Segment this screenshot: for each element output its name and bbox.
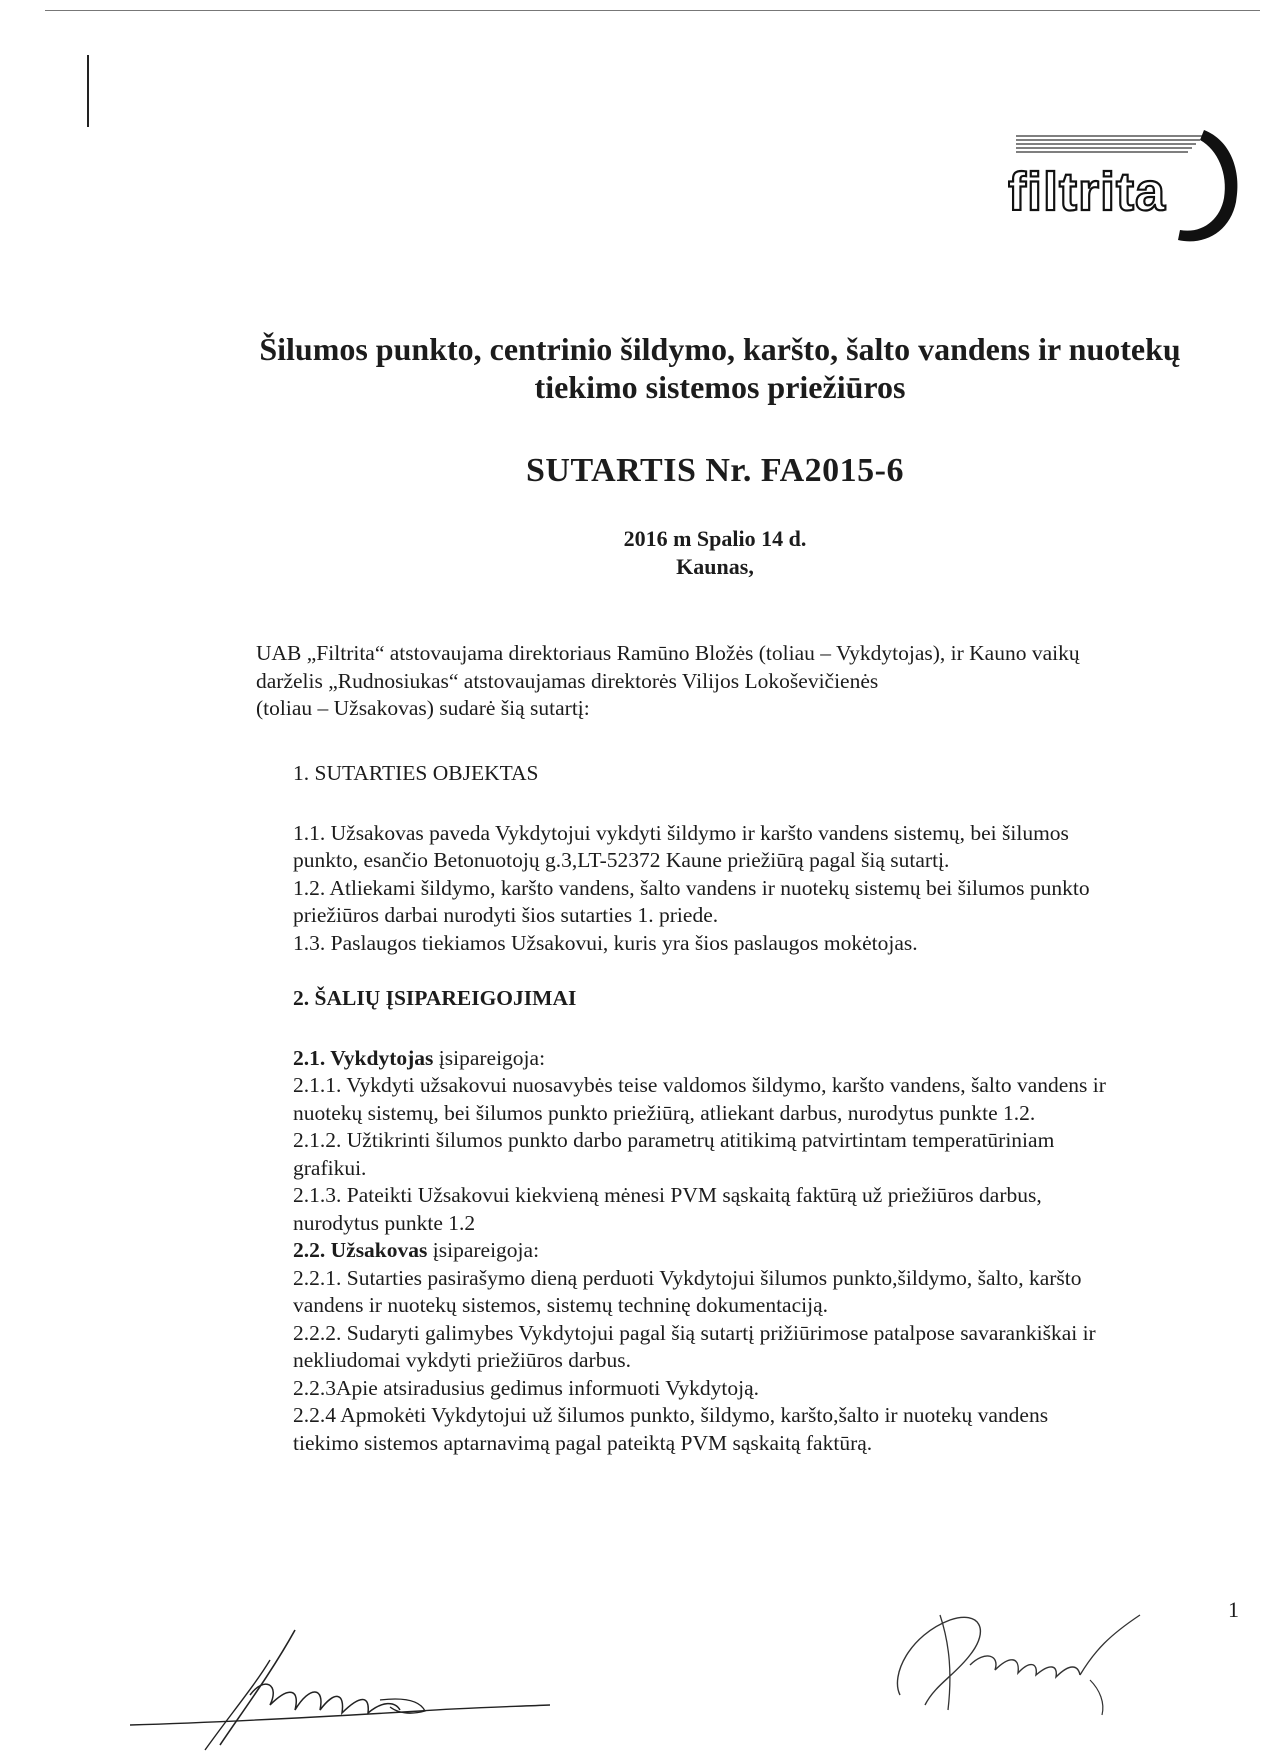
section-2 bbox=[293, 985, 1253, 1457]
clause-2-2-rest: įsipareigoja: bbox=[427, 1238, 540, 1262]
clause-2-1-rest: įsipareigoja: bbox=[433, 1045, 546, 1070]
contract-place: Kaunas, bbox=[676, 554, 754, 579]
date-place bbox=[230, 525, 1200, 581]
intro-line: UAB „Filtrita“ atstovaujama direktoriaus Ramūno Bložės (toliau – Vykdytojas), ir Kauno vaikų bbox=[256, 641, 1080, 665]
svg-text:filtrita: filtrita bbox=[1008, 162, 1167, 222]
signature-left bbox=[120, 1615, 560, 1755]
section-2-line: 2.1.1. Vykdyti užsakovui nuosavybės teise valdomos šildymo, karšto vandens, šalto vandens ir bbox=[293, 1073, 1106, 1097]
intro-line: (toliau – Užsakovas) sudarė šią sutartį: bbox=[256, 696, 590, 720]
section-2-line: nurodytus punkte 1.2 bbox=[293, 1210, 476, 1235]
signature-right bbox=[880, 1595, 1180, 1725]
section-1-line: 1.3. Paslaugos tiekiamos Užsakovui, kuris yra šios paslaugos mokėtojas. bbox=[293, 930, 918, 955]
section-1 bbox=[293, 760, 1233, 957]
clause-2-2-party: 2.2. Užsakovas bbox=[293, 1238, 428, 1262]
clause-2-1-party: 2.1. Vykdytojas bbox=[293, 1045, 434, 1070]
section-1-line: priežiūros darbai nurodyti šios sutarties 1. priede. bbox=[293, 903, 719, 927]
section-1-line: 1.2. Atliekami šildymo, karšto vandens, šalto vandens ir nuotekų sistemų bei šilumos punkto bbox=[293, 875, 1090, 900]
clause-2-2 bbox=[293, 1237, 1253, 1265]
contract-date: 2016 m Spalio 14 d. bbox=[623, 526, 807, 551]
section-2-line: grafikui. bbox=[293, 1155, 367, 1180]
section-1-line: 1.1. Užsakovas paveda Vykdytojui vykdyti šildymo ir karšto vandens sistemų, bei šilumos bbox=[293, 820, 1069, 845]
section-1-line: punkto, esančio Betonuotojų g.3,LT-52372 Kaune priežiūrą pagal šią sutartį. bbox=[293, 848, 950, 872]
section-2-heading: 2. ŠALIŲ ĮSIPAREIGOJIMAI bbox=[293, 986, 577, 1010]
section-2-line: nekliudomai vykdyti priežiūros darbus. bbox=[293, 1348, 631, 1372]
contract-number: SUTARTIS Nr. FA2015-6 bbox=[526, 452, 904, 489]
section-2-line: tiekimo sistemos aptarnavimą pagal pateiktą PVM sąskaitą faktūrą. bbox=[293, 1430, 873, 1455]
section-2-line: 2.1.2. Užtikrinti šilumos punkto darbo parametrų atitikimą patvirtintam temperatūriniam bbox=[293, 1128, 1055, 1152]
intro-paragraph bbox=[256, 640, 1236, 723]
section-2-line: nuotekų sistemų, bei šilumos punkto priežiūrą, atliekant darbus, nurodytus punkte 1.2. bbox=[293, 1100, 1036, 1125]
section-2-line: 2.1.3. Pateikti Užsakovui kiekvieną mėnesi PVM sąskaitą faktūrą už priežiūros darbus, bbox=[293, 1183, 1042, 1207]
section-2-line: vandens ir nuotekų sistemos, sistemų techninę dokumentaciją. bbox=[293, 1293, 829, 1317]
section-2-line: 2.2.4 Apmokėti Vykdytojui už šilumos punkto, šildymo, karšto,šalto ir nuotekų vandens bbox=[293, 1403, 1049, 1427]
title-line-1: Šilumos punkto, centrinio šildymo, karšto, šalto vandens ir nuotekų bbox=[259, 331, 1181, 367]
section-1-heading: 1. SUTARTIES OBJEKTAS bbox=[293, 761, 539, 785]
section-2-line: 2.2.2. Sudaryti galimybes Vykdytojui pagal šią sutartį prižiūrimose patalpose savarankiškai ir bbox=[293, 1320, 1096, 1345]
document-title bbox=[230, 330, 1210, 406]
title-line-2: tiekimo sistemos priežiūros bbox=[534, 369, 906, 405]
section-2-line: 2.2.3Apie atsiradusius gedimus informuoti Vykdytoją. bbox=[293, 1375, 759, 1400]
clause-2-1 bbox=[293, 1045, 1253, 1073]
page-number: 1 bbox=[1228, 1597, 1239, 1622]
margin-mark bbox=[87, 55, 89, 127]
top-rule bbox=[45, 10, 1260, 11]
section-2-line: 2.2.1. Sutarties pasirašymo dieną perduoti Vykdytojui šilumos punkto,šildymo, šalto, karšto bbox=[293, 1265, 1082, 1290]
intro-line: darželis „Rudnosiukas“ atstovaujamas direktorės Vilijos Lokoševičienės bbox=[256, 668, 879, 693]
filtrita-logo bbox=[1008, 122, 1244, 250]
